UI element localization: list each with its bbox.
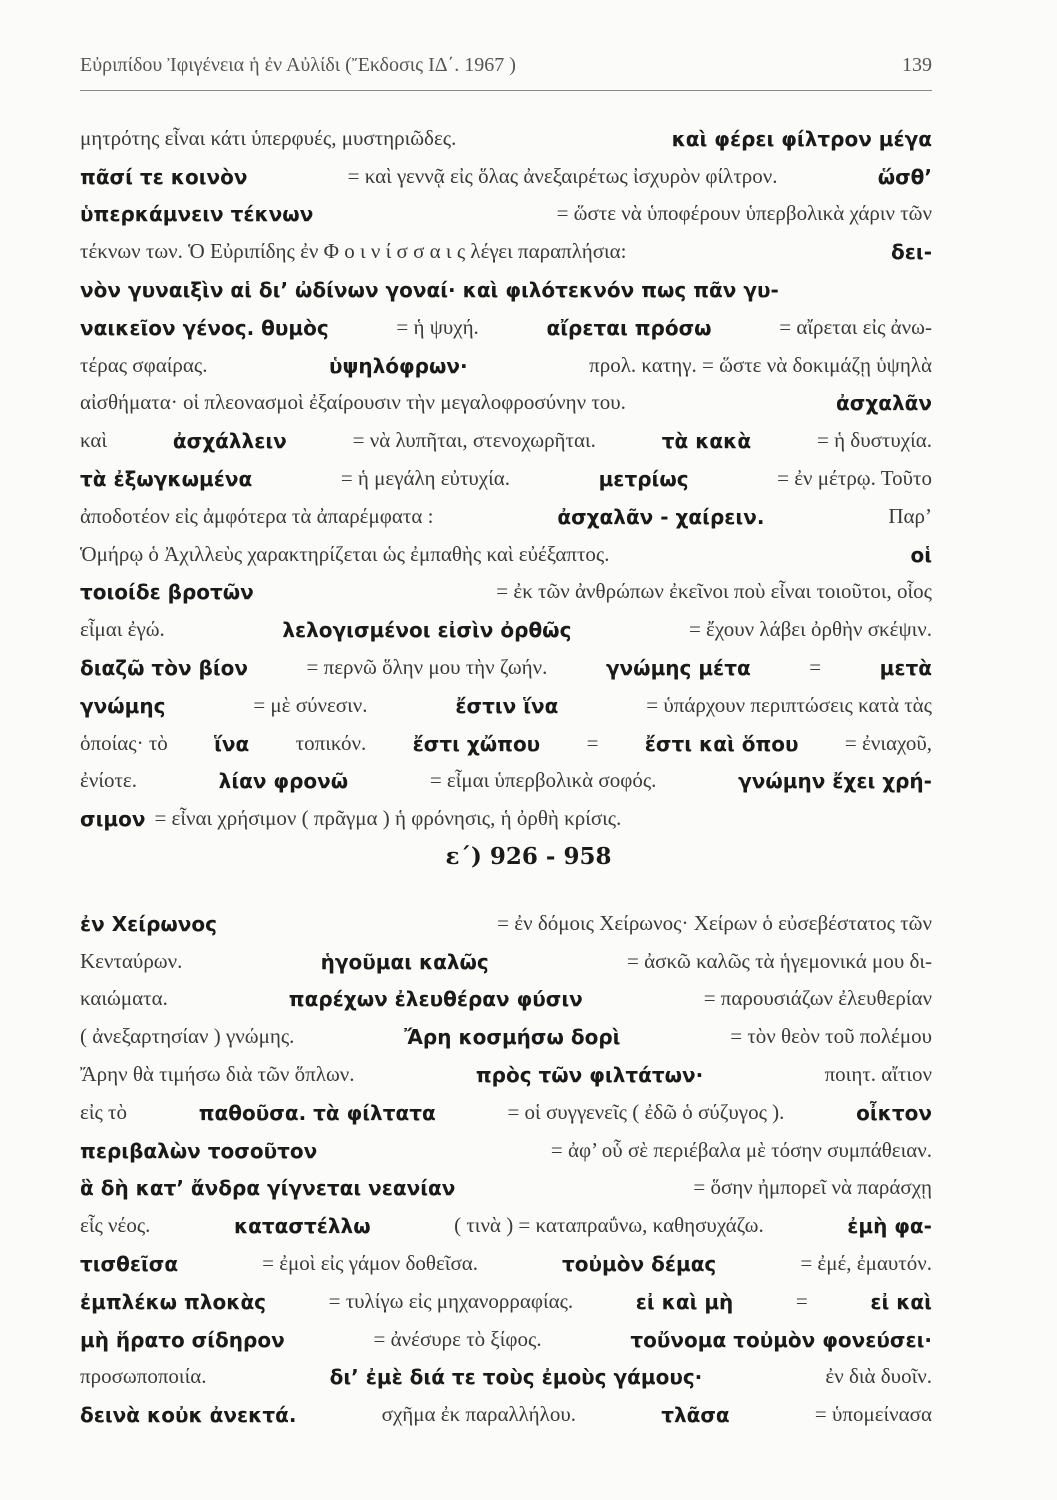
gloss-text: = ἀσκῶ καλῶς τὰ ἡγεμονικά μου δι- (627, 948, 932, 973)
header-rule (80, 90, 932, 91)
gloss-text: = ὑπάρχουν περιπτώσεις κατὰ τὰς (646, 692, 932, 717)
text-line (80, 415, 932, 453)
lemma-term: ἔστι καὶ ὅπου (644, 731, 799, 756)
lemma-term: οἱ (910, 542, 932, 567)
lemma-term: ἵνα (214, 731, 250, 756)
text-line (80, 898, 932, 936)
text-line (80, 718, 932, 756)
gloss-text: Ἄρην θὰ τιμήσω διὰ τῶν ὅπλων. (80, 1061, 355, 1086)
lemma-term: ὑψηλόφρων· (328, 353, 468, 378)
text-line (80, 1163, 932, 1201)
gloss-text: = ἐμέ, ἐμαυτόν. (800, 1250, 932, 1275)
gloss-text: ἐνίοτε. (80, 768, 137, 793)
gloss-text: = ἐνιαχοῦ, (844, 730, 932, 755)
gloss-text: μητρότης εἶναι κάτι ὑπερφυές, μυστηριῶδες. (80, 125, 457, 150)
lemma-term: τισθεῖσα (80, 1251, 179, 1276)
gloss-text: σχῆμα ἐκ παραλλήλου. (381, 1402, 576, 1427)
lemma-term: πρὸς τῶν φιλτάτων· (475, 1062, 704, 1087)
gloss-text: ( ἀνεξαρτησίαν ) γνώμης. (80, 1024, 295, 1049)
lemma-term: μετρίως (598, 466, 689, 491)
lemma-term: νὸν γυναιξὶν αἱ δι’ ὠδίνων γοναί· καὶ φιλότεκνόν πως πᾶν γυ- (80, 277, 779, 302)
gloss-text: = ἡ μεγάλη εὐτυχία. (340, 465, 511, 490)
lemma-term: καὶ φέρει φίλτρον μέγα (671, 126, 932, 151)
lemma-term: ὑπερκάμνειν τέκνων (80, 202, 314, 227)
gloss-text: = ἐν μέτρῳ. Τοῦτο (777, 465, 932, 490)
gloss-text: ( τινὰ ) = καταπραΰνω, καθησυχάζω. (454, 1213, 764, 1238)
lemma-term: ἃ δὴ κατ’ ἄνδρα γίγνεται νεανίαν (80, 1176, 456, 1201)
gloss-text: = περνῶ ὅλην μου τὴν ζωήν. (306, 654, 548, 679)
gloss-text: = ἀνέσυρε τὸ ξίφος. (373, 1326, 542, 1351)
lemma-term: τὰ κακὰ (661, 429, 752, 454)
gloss-text: προλ. κατηγ. = ὥστε νὰ δοκιμάζῃ ὑψηλὰ (589, 352, 932, 377)
text-line (80, 529, 932, 567)
lemma-term: ἡγοῦμαι καλῶς (320, 949, 489, 974)
gloss-text: = (809, 654, 822, 679)
text-line (80, 340, 932, 378)
lemma-term: γνώμης μέτα (605, 655, 751, 680)
running-title: Εὐριπίδου Ἰφιγένεια ἡ ἐν Αὐλίδι (Ἔκδοσις ΙΔ΄. 1967 ) (80, 54, 516, 76)
gloss-text: καὶ (80, 428, 108, 453)
gloss-text: = (795, 1288, 808, 1313)
lemma-term: δει- (891, 240, 932, 265)
lemma-term: τὰ ἐξωγκωμένα (80, 466, 253, 491)
gloss-text: εἶμαι ἐγώ. (80, 617, 165, 642)
lemma-term: γνώμης (80, 693, 166, 718)
gloss-text: = οἱ συγγενεῖς ( ἐδῶ ὁ σύζυγος ). (507, 1099, 785, 1124)
gloss-text: Κενταύρων. (80, 948, 183, 973)
text-line (80, 1049, 932, 1087)
commentary-section-2 (80, 898, 932, 1427)
text-line (80, 1200, 932, 1238)
gloss-text: τέκνων των. Ὁ Εὐριπίδης ἐν Φ ο ι ν ί σ σ α ι ς λέγει παραπλήσια: (80, 239, 627, 264)
lemma-term: μὴ ἥρατο σίδηρον (80, 1327, 285, 1352)
lemma-term: γνώμην ἔχει χρή- (738, 769, 932, 794)
lemma-term: τοιοίδε βροτῶν (80, 580, 254, 605)
lemma-term: ἐμὴ φα- (847, 1214, 932, 1239)
gloss-text: ποιητ. αἴτιον (824, 1061, 932, 1086)
lemma-term: Ἄρη κοσμήσω δορὶ (404, 1025, 621, 1050)
lemma-term: δεινὰ κοὐκ ἀνεκτά. (80, 1403, 297, 1428)
text-line (80, 1238, 932, 1276)
text-line (80, 189, 932, 227)
text-line (80, 1125, 932, 1163)
lemma-term: εἰ καὶ μὴ (635, 1289, 734, 1314)
lemma-term: ναικεῖον γένος. θυμὸς (80, 315, 329, 340)
gloss-text: = τὸν θεὸν τοῦ πολέμου (730, 1024, 932, 1049)
gloss-text: = τυλίγω εἰς μηχανορραφίας. (328, 1288, 574, 1313)
text-line (80, 226, 932, 264)
lemma-term: ἀσχάλλειν (172, 429, 287, 454)
text-line (80, 1011, 932, 1049)
gloss-text: αἰσθήματα· οἱ πλεονασμοὶ ἐξαίρουσιν τὴν μεγαλοφροσύνην του. (80, 390, 626, 415)
gloss-text: ὁποίας· τὸ (80, 730, 168, 755)
text-line (80, 1352, 932, 1390)
page-header (80, 54, 932, 77)
lemma-term: πᾶσί τε κοινὸν (80, 164, 248, 189)
lemma-term: μετὰ (879, 655, 932, 680)
lemma-term: αἴρεται πρόσω (546, 315, 712, 340)
text-line (80, 936, 932, 974)
lemma-term: περιβαλὼν τοσοῦτον (80, 1138, 318, 1163)
lemma-term: τοὔνομα τοὐμὸν φονεύσει· (630, 1327, 932, 1352)
lemma-term: διαζῶ τὸν βίον (80, 655, 248, 680)
lemma-term: ἐν Χείρωνος (80, 911, 217, 936)
gloss-text: ἐν διὰ δυοῖν. (825, 1364, 932, 1389)
gloss-text: = (586, 730, 599, 755)
gloss-text: = αἴρεται εἰς ἀνω- (779, 314, 932, 339)
text-line (80, 756, 932, 794)
text-line (80, 642, 932, 680)
gloss-text: = ἀφ’ οὗ σὲ περιέβαλα μὲ τόσην συμπάθειαν. (550, 1137, 932, 1162)
gloss-text: = καὶ γεννᾷ εἰς ὅλας ἀνεξαιρέτως ἰσχυρὸν φίλτρον. (347, 163, 778, 188)
text-line (80, 302, 932, 340)
text-line (80, 1276, 932, 1314)
gloss-text: Παρ’ (888, 503, 932, 528)
lemma-term: σιμον (80, 807, 146, 832)
gloss-text: Ὁμήρῳ ὁ Ἀχιλλεὺς χαρακτηρίζεται ὡς ἐμπαθὴς καὶ εὐέξαπτος. (80, 541, 610, 566)
lemma-term: λίαν φρονῶ (218, 769, 349, 794)
lemma-term: εἰ καὶ (870, 1289, 932, 1314)
gloss-text: προσωποποιία. (80, 1364, 207, 1389)
commentary-section-1 (80, 113, 932, 831)
gloss-text: = ὑπομείνασα (814, 1402, 932, 1427)
lemma-term: δι’ ἐμὲ διά τε τοὺς ἐμοὺς γάμους· (329, 1365, 703, 1390)
text-line (80, 680, 932, 718)
lemma-term: ἀσχαλᾶν (836, 391, 932, 416)
gloss-text: ἀποδοτέον εἰς ἀμφότερα τὰ ἀπαρέμφατα : (80, 503, 434, 528)
lemma-term: ἐμπλέκω πλοκὰς (80, 1289, 267, 1314)
lemma-term: οἶκτον (856, 1100, 932, 1125)
text-line (80, 491, 932, 529)
text-line (80, 567, 932, 605)
text-line (80, 264, 932, 302)
text-line (80, 151, 932, 189)
gloss-text: = ἡ ψυχή. (396, 314, 479, 339)
gloss-text: = παρουσιάζων ἐλευθερίαν (703, 986, 932, 1011)
gloss-text: = εἶναι χρήσιμον ( πρᾶγμα ) ἡ φρόνησις, ἡ ὀρθὴ κρίσις. (154, 806, 622, 831)
gloss-text: = νὰ λυπῆται, στενοχωρῆται. (352, 428, 596, 453)
lemma-term: ἔστιν ἵνα (455, 693, 559, 718)
gloss-text: τοπικόν. (295, 730, 367, 755)
gloss-text: = ἡ δυστυχία. (816, 428, 932, 453)
lemma-term: λελογισμένοι εἰσὶν ὀρθῶς (282, 618, 572, 643)
gloss-text: = μὲ σύνεσιν. (253, 692, 368, 717)
text-line (80, 453, 932, 491)
section-heading: ε΄) 926 - 958 (445, 843, 612, 870)
gloss-text: = εἶμαι ὑπερβολικὰ σοφός. (429, 768, 657, 793)
lemma-term: ἀσχαλᾶν - χαίρειν. (557, 504, 765, 529)
text-line (80, 378, 932, 416)
text-line (80, 604, 932, 642)
lemma-term: παρέχων ἐλευθέραν φύσιν (288, 987, 583, 1012)
lemma-term: ὥσθ’ (877, 164, 932, 189)
lemma-term: ἔστι χὤπου (412, 731, 541, 756)
gloss-text: = ὥστε νὰ ὑποφέρουν ὑπερβολικὰ χάριν τῶν (556, 201, 932, 226)
gloss-text: εἷς νέος. (80, 1213, 151, 1238)
lemma-term: παθοῦσα. τὰ φίλτατα (198, 1100, 436, 1125)
text-line (80, 1087, 932, 1125)
gloss-text: = ἐμοὶ εἰς γάμον δοθεῖσα. (262, 1250, 479, 1275)
lemma-term: τοὐμὸν δέμας (562, 1251, 717, 1276)
text-line (80, 793, 932, 831)
page-number: 139 (902, 54, 932, 76)
text-line (80, 1389, 932, 1427)
gloss-text: τέρας σφαίρας. (80, 352, 208, 377)
gloss-text: = ἐκ τῶν ἀνθρώπων ἐκεῖνοι ποὺ εἶναι τοιοῦτοι, οἷος (496, 579, 932, 604)
gloss-text: εἰς τὸ (80, 1099, 127, 1124)
gloss-text: = ἐν δόμοις Χείρωνος· Χείρων ὁ εὐσεβέστατος τῶν (497, 910, 932, 935)
gloss-text: = ἔχουν λάβει ὀρθὴν σκέψιν. (688, 617, 932, 642)
lemma-term: καταστέλλω (233, 1214, 371, 1239)
text-line (80, 974, 932, 1012)
text-line (80, 113, 932, 151)
lemma-term: τλᾶσα (661, 1403, 730, 1428)
text-line (80, 1314, 932, 1352)
gloss-text: καιώματα. (80, 986, 168, 1011)
gloss-text: = ὅσην ἠμπορεῖ νὰ παράσχῃ (693, 1175, 932, 1200)
